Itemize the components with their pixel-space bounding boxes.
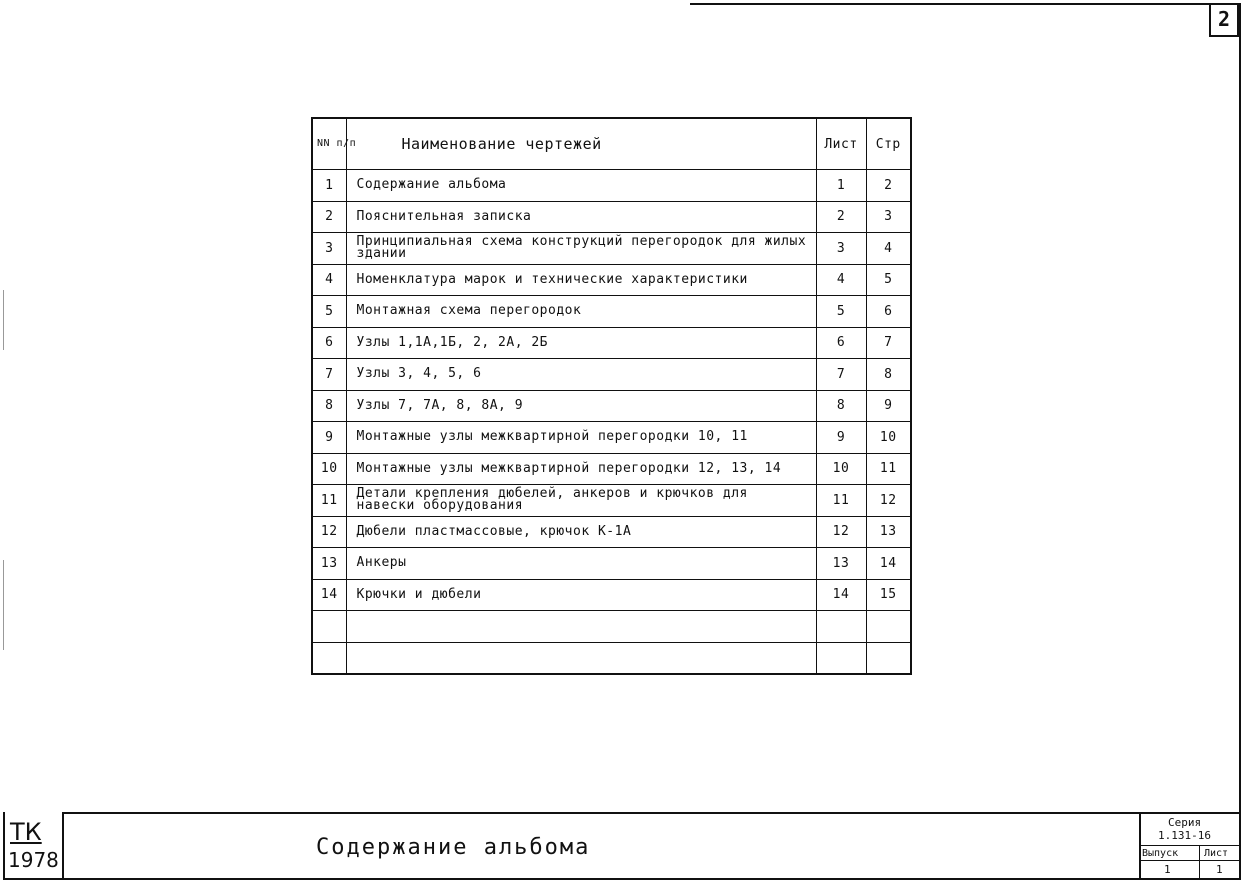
row-num: 14 — [312, 579, 346, 611]
row-num: 2 — [312, 201, 346, 233]
table-row — [312, 548, 911, 580]
row-sheet: 10 — [816, 453, 866, 485]
row-name — [346, 611, 816, 643]
margin-mark — [3, 560, 4, 650]
table-row-empty — [312, 611, 911, 643]
row-sheet: 4 — [816, 264, 866, 296]
row-name: Принципиальная схема конструкций перегородок для жилых здании — [346, 233, 816, 265]
row-sheet: 11 — [816, 485, 866, 517]
row-sheet: 8 — [816, 390, 866, 422]
year: 1978 — [8, 848, 59, 872]
row-name: Анкеры — [346, 548, 816, 580]
row-sheet: 5 — [816, 296, 866, 328]
row-page: 4 — [866, 233, 911, 265]
row-num: 5 — [312, 296, 346, 328]
table-row — [312, 390, 911, 422]
album-title: Содержание альбома — [316, 835, 591, 860]
table-row — [312, 170, 911, 202]
row-num: 10 — [312, 453, 346, 485]
table-row — [312, 264, 911, 296]
row-page: 7 — [866, 327, 911, 359]
row-num: 7 — [312, 359, 346, 391]
header-page: Стр — [866, 118, 911, 170]
issue-divider — [1199, 845, 1200, 878]
row-name — [346, 642, 816, 674]
row-name: Дюбели пластмассовые, крючок К-1А — [346, 516, 816, 548]
table-row — [312, 485, 911, 517]
row-sheet: 9 — [816, 422, 866, 454]
row-name: Номенклатура марок и технические характеристики — [346, 264, 816, 296]
table-row — [312, 453, 911, 485]
row-sheet — [816, 642, 866, 674]
organization-code: ТК — [10, 818, 42, 846]
title-block-bottom-line — [3, 878, 1241, 880]
table-row — [312, 201, 911, 233]
series-value: 1.131-16 — [1158, 829, 1211, 842]
table-header-row — [312, 118, 911, 170]
row-page — [866, 611, 911, 643]
row-page: 13 — [866, 516, 911, 548]
contents-table — [311, 117, 912, 675]
row-page: 10 — [866, 422, 911, 454]
row-sheet: 2 — [816, 201, 866, 233]
table-body — [312, 170, 911, 675]
row-num: 11 — [312, 485, 346, 517]
row-page: 14 — [866, 548, 911, 580]
row-name: Крючки и дюбели — [346, 579, 816, 611]
row-sheet — [816, 611, 866, 643]
table-row-empty — [312, 642, 911, 674]
header-name: Наименование чертежей — [346, 118, 816, 170]
sheet-value: 1 — [1216, 863, 1223, 876]
row-sheet: 3 — [816, 233, 866, 265]
row-name: Узлы 1,1А,1Б, 2, 2А, 2Б — [346, 327, 816, 359]
issue-label: Выпуск — [1142, 848, 1179, 859]
table-row — [312, 327, 911, 359]
table-row — [312, 233, 911, 265]
row-name: Монтажные узлы межквартирной перегородки 12, 13, 14 — [346, 453, 816, 485]
row-page: 2 — [866, 170, 911, 202]
row-sheet: 14 — [816, 579, 866, 611]
row-num: 6 — [312, 327, 346, 359]
issue-value: 1 — [1164, 863, 1171, 876]
row-page: 8 — [866, 359, 911, 391]
row-name: Монтажные узлы межквартирной перегородки 10, 11 — [346, 422, 816, 454]
row-name: Содержание альбома — [346, 170, 816, 202]
row-sheet: 1 — [816, 170, 866, 202]
table-row — [312, 579, 911, 611]
row-num: 8 — [312, 390, 346, 422]
page-number: 2 — [1209, 3, 1239, 37]
row-name: Узлы 7, 7А, 8, 8А, 9 — [346, 390, 816, 422]
row-num — [312, 642, 346, 674]
row-name: Монтажная схема перегородок — [346, 296, 816, 328]
row-page: 15 — [866, 579, 911, 611]
row-page — [866, 642, 911, 674]
title-block-top-line — [64, 812, 1241, 814]
row-name: Пояснительная записка — [346, 201, 816, 233]
header-sheet: Лист — [816, 118, 866, 170]
row-name: Детали крепления дюбелей, анкеров и крючков для навески оборудования — [346, 485, 816, 517]
row-num: 4 — [312, 264, 346, 296]
row-sheet: 7 — [816, 359, 866, 391]
row-page: 9 — [866, 390, 911, 422]
row-sheet: 13 — [816, 548, 866, 580]
table-row — [312, 296, 911, 328]
series-divider — [1139, 845, 1241, 846]
row-page: 12 — [866, 485, 911, 517]
margin-mark — [3, 290, 4, 350]
row-name: Узлы 3, 4, 5, 6 — [346, 359, 816, 391]
sheet-label: Лист — [1204, 848, 1229, 859]
frame-top-line — [690, 3, 1241, 5]
table-row — [312, 359, 911, 391]
row-page: 6 — [866, 296, 911, 328]
row-sheet: 6 — [816, 327, 866, 359]
row-page: 3 — [866, 201, 911, 233]
series-label: Серия — [1168, 816, 1202, 829]
issue-sub-divider — [1139, 860, 1241, 861]
frame-right-line — [1239, 3, 1241, 879]
header-num: NN п/п — [312, 118, 346, 170]
row-num: 1 — [312, 170, 346, 202]
table-row — [312, 516, 911, 548]
row-num: 12 — [312, 516, 346, 548]
row-num — [312, 611, 346, 643]
row-num: 3 — [312, 233, 346, 265]
row-num: 13 — [312, 548, 346, 580]
row-page: 11 — [866, 453, 911, 485]
row-num: 9 — [312, 422, 346, 454]
row-sheet: 12 — [816, 516, 866, 548]
row-page: 5 — [866, 264, 911, 296]
table-row — [312, 422, 911, 454]
